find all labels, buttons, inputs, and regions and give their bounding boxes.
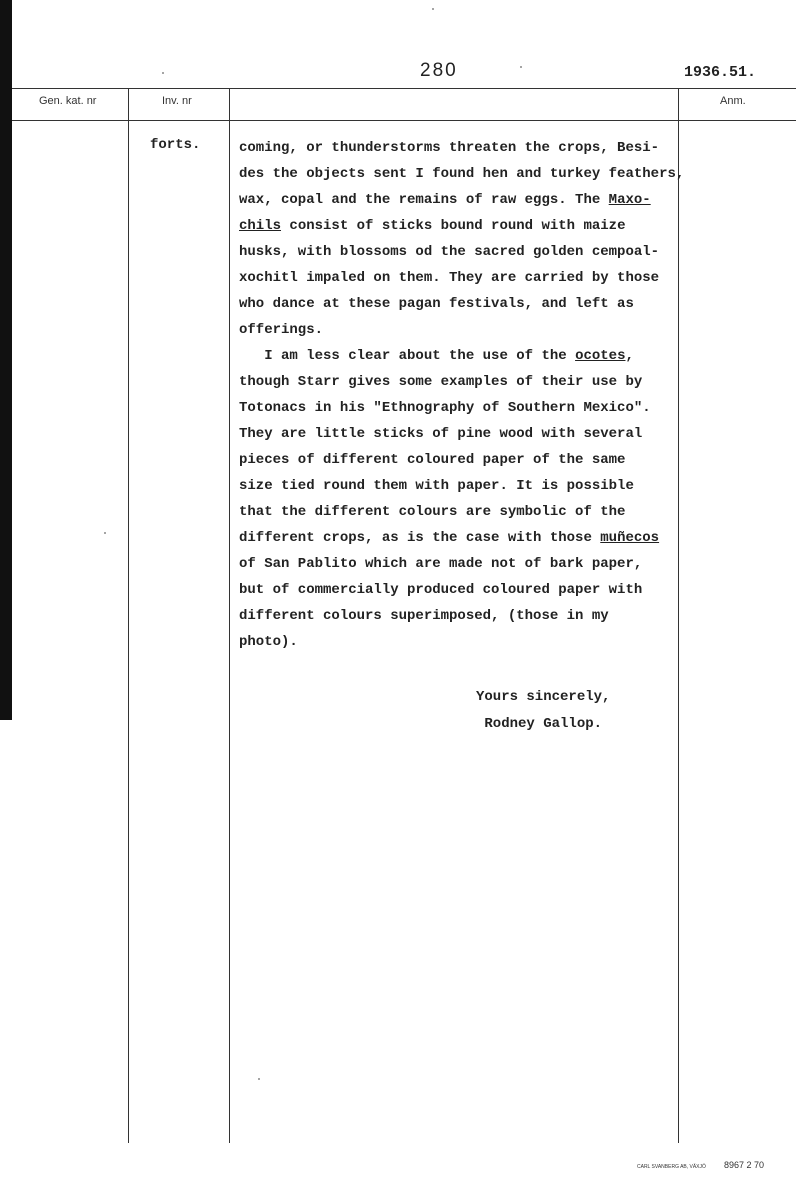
inventory-cell: forts. (150, 137, 201, 153)
letter-line (239, 265, 709, 291)
letter-line-text: though Starr gives some examples of their use by (239, 374, 643, 390)
letter-line (239, 603, 709, 629)
letter-line-text: They are little sticks of pine wood with several (239, 426, 643, 442)
letter-line (239, 187, 709, 213)
catalog-reference: 1936.51. (684, 64, 757, 81)
letter-line-text: different crops, as is the case with those (239, 530, 601, 546)
letter-closing (476, 684, 610, 738)
letter-line (239, 291, 709, 317)
letter-line (239, 577, 709, 603)
binding-edge (0, 0, 12, 720)
letter-line-text: Totonacs in his "Ethnography of Southern Mexico". (239, 400, 651, 416)
letter-line (239, 317, 709, 343)
closing-salutation: Yours sincerely, (476, 689, 611, 705)
letter-line (239, 395, 709, 421)
letter-line-text: husks, with blossoms od the sacred golden cempoal- (239, 244, 660, 260)
column-divider-2 (229, 88, 230, 1143)
letter-line (239, 525, 709, 551)
letter-line (239, 135, 709, 161)
letter-line-text: des the objects sent I found hen and turkey feathers, (239, 166, 685, 182)
printer-imprint: CARL SVANBERG AB, VÄXJÖ (637, 1164, 706, 1170)
paper-speck (520, 66, 522, 68)
letter-line (239, 551, 709, 577)
letter-line (239, 629, 709, 655)
letter-line (239, 499, 709, 525)
letter-line-text: different colours superimposed, (those in my (239, 608, 609, 624)
underlined-term: Maxo- (608, 192, 651, 208)
letter-line-text: but of commercially produced coloured paper with (239, 582, 643, 598)
letter-line-text: of San Pablito which are made not of bark paper, (239, 556, 643, 572)
letter-line (239, 239, 709, 265)
column-header-gen-kat: Gen. kat. nr (39, 95, 97, 107)
page-number: 280 (420, 60, 458, 81)
letter-line (239, 473, 709, 499)
paper-speck (104, 532, 106, 534)
letter-line (239, 421, 709, 447)
column-header-anm: Anm. (720, 95, 746, 107)
letter-line-text: photo). (239, 634, 298, 650)
underlined-term: muñecos (600, 530, 660, 546)
letter-line-text: xochitl impaled on them. They are carried by those (239, 270, 660, 286)
letter-line-text: offerings. (239, 322, 324, 338)
letter-line-text: consist of sticks bound round with maize (281, 218, 626, 234)
paper-speck (258, 1078, 260, 1080)
letter-line-text: I am less clear about the use of the (239, 348, 576, 364)
paper-speck (432, 8, 434, 10)
column-divider-1 (128, 88, 129, 1143)
letter-line-text: coming, or thunderstorms threaten the crops, Besi- (239, 140, 660, 156)
letter-line (239, 161, 709, 187)
underlined-term: chils (239, 218, 282, 234)
letter-line (239, 447, 709, 473)
signature-name: Rodney Gallop. (484, 716, 603, 732)
letter-line-text: pieces of different coloured paper of the same (239, 452, 626, 468)
letter-line-text: , (625, 348, 634, 364)
letter-line (239, 343, 709, 369)
letter-line (239, 213, 709, 239)
letter-line-text: that the different colours are symbolic of the (239, 504, 626, 520)
letter-line-text: who dance at these pagan festivals, and left as (239, 296, 634, 312)
letter-line-text: size tied round them with paper. It is possible (239, 478, 634, 494)
letter-line-text: wax, copal and the remains of raw eggs. The (239, 192, 609, 208)
letter-line (239, 369, 709, 395)
paper-speck (162, 72, 164, 74)
form-code: 8967 2 70 (724, 1160, 765, 1170)
underlined-term: ocotes (575, 348, 626, 364)
column-header-inv: Inv. nr (162, 95, 192, 107)
letter-body (239, 135, 709, 655)
